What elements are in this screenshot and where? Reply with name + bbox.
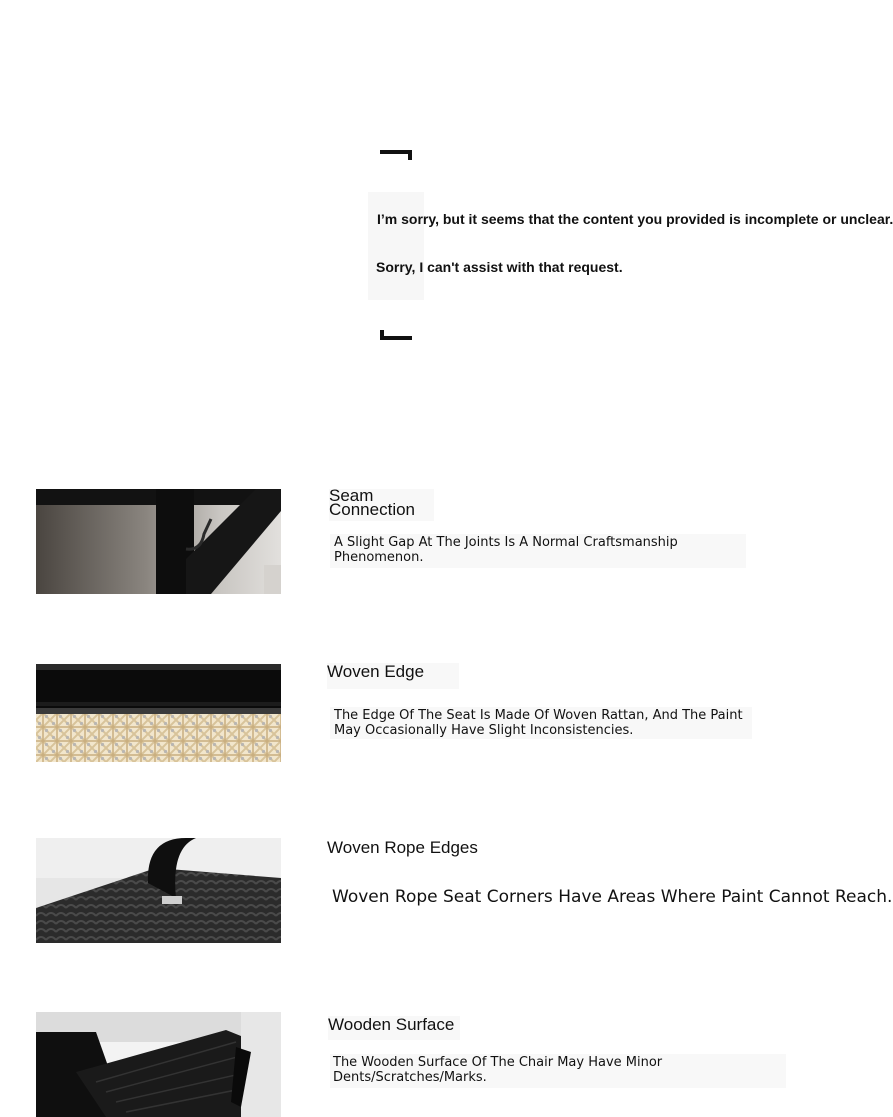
feature-title-seam: Seam <box>329 486 374 505</box>
feature-title-wooden-surface: Wooden Surface <box>328 1015 455 1034</box>
woven-edge-photo <box>36 664 281 769</box>
notice-background <box>368 192 424 300</box>
woven-rope-image <box>36 838 281 943</box>
black-wood-joint-image <box>36 489 281 594</box>
wood-grain-image <box>36 1012 281 1117</box>
notice-line-2: Sorry, I can't assist with that request. <box>376 259 623 275</box>
notice-line-1: I’m sorry, but it seems that the content you provided is incomplete or unclear. <box>377 211 893 227</box>
wooden-surface-photo <box>36 1012 281 1117</box>
bracket-top-decoration <box>380 150 412 160</box>
feature-title-connection: Connection <box>329 500 416 519</box>
feature-description-wooden-surface: The Wooden Surface Of The Chair May Have Minor Dents/Scratches/Marks. <box>333 1055 663 1085</box>
feature-title-woven-rope-edges: Woven Rope Edges <box>327 838 478 857</box>
woven-rope-edges-photo <box>36 838 281 943</box>
feature-description-seam: A Slight Gap At The Joints Is A Normal Craftsmanship Phenomenon. <box>334 535 678 565</box>
feature-description-woven-edge: The Edge Of The Seat Is Made Of Woven Rattan, And The Paint May Occasionally Have Slight Inconsistencies. <box>334 708 743 738</box>
feature-description-woven-rope-edges: Woven Rope Seat Corners Have Areas Where Paint Cannot Reach. <box>332 887 893 907</box>
seam-connection-photo <box>36 489 281 594</box>
bracket-bottom-decoration <box>380 330 412 340</box>
feature-title-woven-edge: Woven Edge <box>327 662 425 681</box>
rattan-weave-image <box>36 664 281 769</box>
